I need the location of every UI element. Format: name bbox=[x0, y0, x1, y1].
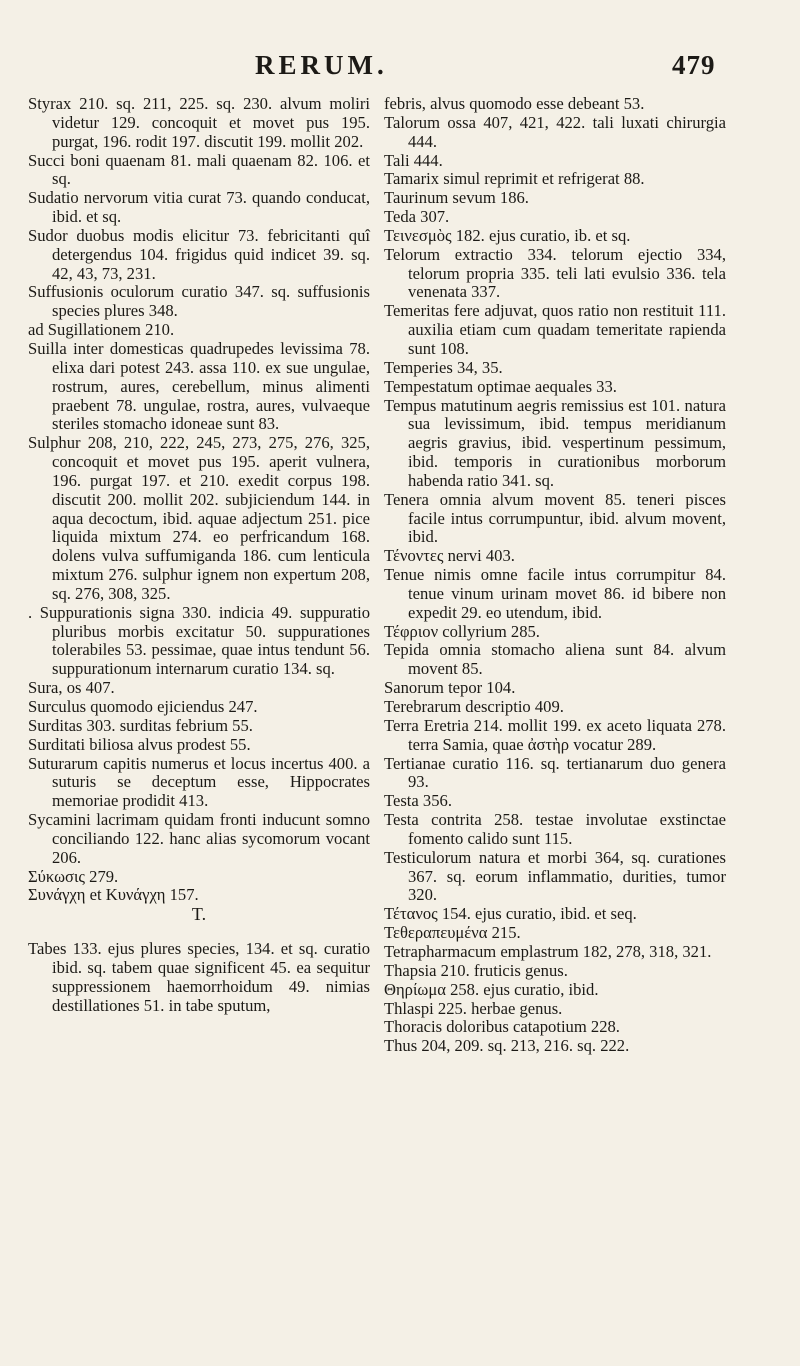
section-letter: T. bbox=[191, 904, 207, 925]
page-number: 479 bbox=[672, 50, 716, 80]
index-entry: Τέφριον collyrium 285. bbox=[384, 621, 540, 641]
index-entry: Testa contrita 258. testae involutae exstinctae fomento calido sunt 115. bbox=[384, 810, 726, 848]
index-entry: Testa 356. bbox=[384, 791, 452, 811]
index-entry: Thoracis doloribus catapotium 228. bbox=[384, 1017, 620, 1037]
index-entry: Tetrapharmacum emplastrum 182, 278, 318, 321. bbox=[384, 941, 712, 961]
index-entry: Talorum ossa 407, 421, 422. tali luxati chirurgia 444. bbox=[384, 112, 726, 151]
index-entry: Taurinum sevum 186. bbox=[384, 188, 529, 208]
index-entry: Testiculorum natura et morbi 364, sq. curationes 367. sq. eorum inflammatio, durities, tumor 320. bbox=[384, 847, 726, 905]
index-entry: Sulphur 208, 210, 222, 245, 273, 275, 276, 325, concoquit et movet pus 195. aperit vulnera, 196. purgat 197. et 210. exedit corpus 198. discutit 200. mollit 202. subjiciendum 144. in aqua decoctum, ibid. aquae adjectum 251. pice liquida mixtum 274. eo perfricandum 168. dolens vulva suffumiganda 186. cum lenticula mixtum 276. sulphur ignem non expertum 208, sq. 276, 308, 325. bbox=[28, 433, 370, 603]
index-entry: Tenue nimis omne facile intus corrumpitur 84. tenue vinum urinam movet 86. id bibere non expedit 29. eo utendum, ibid. bbox=[384, 565, 726, 622]
index-entry: Τεινεσμὸς 182. ejus curatio, ib. et sq. bbox=[384, 225, 631, 245]
index-entry: Tepida omnia stomacho aliena sunt 84. alvum movent 85. bbox=[384, 640, 726, 679]
index-entry: Τέτανος 154. ejus curatio, ibid. et seq. bbox=[384, 904, 637, 924]
index-column-left bbox=[28, 95, 370, 1016]
index-entry: Terra Eretria 214. mollit 199. ex aceto liquata 278. terra Samia, quae ἀστὴρ vocatur 289. bbox=[384, 715, 726, 754]
section-gap bbox=[28, 924, 370, 940]
index-entry: Θηρίωμα 258. ejus curatio, ibid. bbox=[384, 979, 599, 999]
index-column-right bbox=[384, 95, 726, 1056]
index-entry: Συνάγχη et Κυνάγχη 157. bbox=[28, 885, 199, 905]
index-entry: Tamarix simul reprimit et refrigerat 88. bbox=[384, 169, 645, 189]
index-entry: Surditati biliosa alvus prodest 55. bbox=[28, 734, 251, 754]
index-entry: Sura, os 407. bbox=[28, 678, 115, 698]
index-entry: ad Sugillationem 210. bbox=[28, 320, 175, 340]
index-entry: Telorum extractio 334. telorum ejectio 334, telorum propria 335. teli lati evulsio 336. tela venenata 337. bbox=[384, 244, 726, 302]
index-entry: Tali 444. bbox=[384, 150, 443, 170]
index-entry: Σύκωσις 279. bbox=[28, 866, 119, 886]
index-entries-t bbox=[28, 940, 370, 1015]
index-entry: Styrax 210. sq. 211, 225. sq. 230. alvum moliri videtur 129. concoquit et movet pus 195. purgat, 196. rodit 197. discutit 199. mollit 202. bbox=[28, 94, 370, 151]
index-entry: Tabes 133. ejus plures species, 134. et sq. curatio ibid. sq. tabem quae significent 45. ea sequitur suppressionem haemorrhoidum 49. nimias destillationes 51. in tabe sputum, bbox=[28, 939, 370, 1015]
index-entry: Temperies 34, 35. bbox=[384, 357, 503, 377]
index-entries-s bbox=[28, 95, 370, 905]
index-entry: Sudor duobus modis elicitur 73. febricitanti quî detergendus 104. frigidus quid indicet 39. sq. 42, 43, 73, 231. bbox=[28, 225, 370, 283]
index-entry: Thlaspi 225. herbae genus. bbox=[384, 998, 563, 1018]
index-entry: Sycamini lacrimam quidam fronti inducunt somno conciliando 122. hanc alias sycomorum vocant 206. bbox=[28, 810, 370, 867]
index-entry: . Suppurationis signa 330. indicia 49. suppuratio pluribus morbis excitatur 50. suppurationes tolerabiles 53. pessimae, quae intus tendunt 56. suppurationum internarum curatio 134. sq. bbox=[28, 602, 370, 679]
index-entry: febris, alvus quomodo esse debeant 53. bbox=[384, 94, 645, 113]
index-entry: Suffusionis oculorum curatio 347. sq. suffusionis species plures 348. bbox=[28, 282, 370, 321]
index-entry: Surculus quomodo ejiciendus 247. bbox=[28, 697, 258, 716]
index-entry: Surditas 303. surditas febrium 55. bbox=[28, 715, 253, 735]
index-entries-t-continued bbox=[384, 95, 726, 1056]
index-entry: Tempestatum optimae aequales 33. bbox=[384, 376, 617, 396]
index-entry: Tertianae curatio 116. sq. tertianarum duo genera 93. bbox=[384, 753, 726, 792]
index-entry: Τεθεραπευμένα 215. bbox=[384, 923, 521, 943]
index-entry: Succi boni quaenam 81. mali quaenam 82. 106. et sq. bbox=[28, 150, 370, 189]
index-entry: Sudatio nervorum vitia curat 73. quando conducat, ibid. et sq. bbox=[28, 188, 370, 227]
index-entry: Teda 307. bbox=[384, 207, 450, 227]
index-entry: Suturarum capitis numerus et locus incertus 400. a suturis se deceptum esse, Hippocrates memoriae prodidit 413. bbox=[28, 753, 370, 811]
index-entry: Terebrarum descriptio 409. bbox=[384, 697, 564, 716]
index-entry: Temeritas fere adjuvat, quos ratio non restituit 111. auxilia etiam cum quadam temeritate rapienda sunt 108. bbox=[384, 301, 726, 358]
running-title: RERUM. bbox=[255, 50, 388, 80]
index-entry: Thapsia 210. fruticis genus. bbox=[384, 960, 568, 980]
index-entry: Tempus matutinum aegris remissius est 101. natura sua levissimum, ibid. tempus meridianum aegris gravius, ibid. vespertinum pessimum, ibid. temporis in curationibus morborum habenda ratio 341. sq. bbox=[384, 395, 726, 490]
index-entry: Sanorum tepor 104. bbox=[384, 678, 516, 698]
index-entry: Thus 204, 209. sq. 213, 216. sq. 222. bbox=[384, 1036, 630, 1056]
page-header bbox=[0, 50, 800, 86]
index-entry: Τένοντες nervi 403. bbox=[384, 546, 515, 566]
index-entry: Tenera omnia alvum movent 85. teneri pisces facile intus corrumpuntur, ibid. alvum movent, ibid. bbox=[384, 489, 726, 547]
index-entry: Suilla inter domesticas quadrupedes levissima 78. elixa dari potest 243. assa 110. ex sue ungulae, rostrum, aures, cerebellum, minus alimenti praebent 78. ungulae, rostra, aures, vulvaeque steriles stomacho idoneae sunt 83. bbox=[28, 338, 370, 434]
